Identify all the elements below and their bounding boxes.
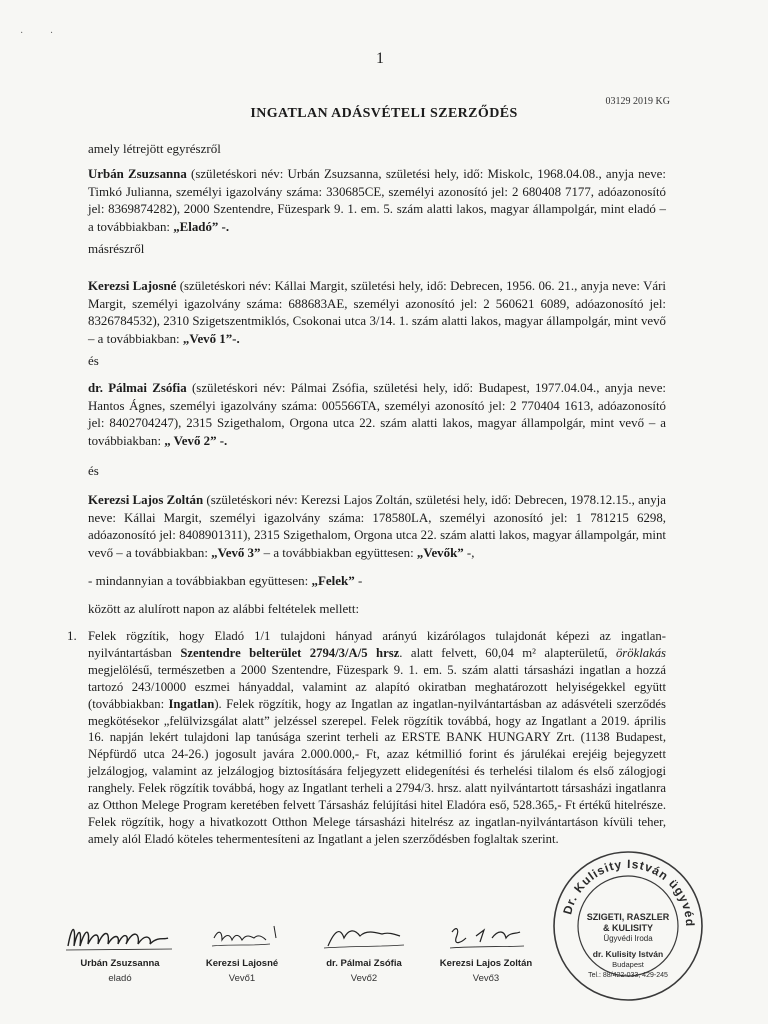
intro-line: amely létrejött egyrészről xyxy=(88,141,221,156)
signature-row xyxy=(60,916,560,1016)
parties-alias: „Felek” xyxy=(311,573,355,588)
party-seller xyxy=(88,166,666,236)
signature-scribble-buyer1 xyxy=(182,916,302,956)
buyer2-name: dr. Pálmai Zsófia xyxy=(88,381,187,395)
stamp-line-3: Ügyvédi Iroda xyxy=(603,934,653,943)
buyer1-alias: „Vevő 1”-. xyxy=(182,331,240,346)
clause1-text-3: megjelölésű, természetben a 2000 Szentendre, Füzespark 9. 1. em. 5. szám alatti társasházi ingatlan a hozzá tartozó 243/10000 eszmei hányaddal, valamint az alapító okiratban meghatározott helyiségekkel együtt (továbbiakban: xyxy=(88,662,666,711)
clause-number: 1. xyxy=(67,628,77,643)
signature-buyer2 xyxy=(304,916,424,984)
buyer2-alias: „ Vevő 2” -. xyxy=(164,433,228,448)
buyer3-tail: -, xyxy=(463,545,475,560)
contract-title: INGATLAN ADÁSVÉTELI SZERZŐDÉS xyxy=(250,106,518,121)
property-alias: Ingatlan xyxy=(168,696,215,711)
buyer3-details: (születéskori név: Kerezsi Lajos Zoltán, születési hely, idő: Debrecen, 1978.12.15., anyja neve: Kállai Margit, személyi igazolvány száma: 178580LA, személyi azonosító jel: 1 781215 6298, adóazonosító jel: 8408901311), 2315 Szigethalom, Orgona utca 22. szám alatti lakos, magyar állampolgár, mint vevő – a továbbiakban: xyxy=(88,493,666,560)
buyer2-details: (születéskori név: Pálmai Zsófia, születési hely, idő: Budapest, 1977.04.04., anyja neve: Hantos Ágnes, személyi igazolvány száma: 005566TA, személyi azonosító jel: 2 770404 1613, adóazonosító jel: 8402704247), 2315 Szigethalom, Orgona utca 22. szám alatti lakos, magyar állampolgár, mint vevő – a továbbiakban: xyxy=(88,381,666,448)
stamp-line-6: Tel.: 88/422-033, 429-245 xyxy=(588,972,668,979)
seller-alias: „Eladó” -. xyxy=(173,219,230,234)
and-line-2: és xyxy=(88,463,99,478)
signer-name: Kerezsi Lajos Zoltán xyxy=(439,958,533,969)
stamp-ring-text: Dr. Kulisity István ügyvéd xyxy=(560,856,698,928)
signer-role: Vevő2 xyxy=(350,973,378,984)
signer-name: Urbán Zsuzsanna xyxy=(80,958,160,969)
seller-details: (születéskori név: Urbán Zsuzsanna, születési hely, idő: Miskolc, 1968.04.08., anyja neve: Timkó Julianna, személyi igazolvány száma: 330685CE, személyi azonosító jel: 2 680408 7177, adóazonosító jel: 8369874282), 2000 Szentendre, Füzespark 9. 1. em. 5. szám alatti lakos, magyar állampolgár, mint eladó – a továbbiakban: xyxy=(88,167,666,234)
scan-marks: · · xyxy=(20,28,66,39)
signature-scribble-seller xyxy=(60,916,180,956)
and-line-1: és xyxy=(88,353,99,368)
signature-buyer1 xyxy=(182,916,302,984)
lawyer-stamp xyxy=(548,846,708,1006)
party-buyer2 xyxy=(88,380,666,450)
seller-name: Urbán Zsuzsanna xyxy=(88,167,187,181)
buyers-alias: „Vevők” xyxy=(416,545,464,560)
clause1-text-1: Felek rögzítik, hogy Eladó 1/1 tulajdoni hányad arányú kizárólagos tulajdonát képezi az ingatlan-nyilvántartásban xyxy=(88,629,666,660)
document-reference: 03129 2019 KG xyxy=(605,96,670,107)
signature-scribble-buyer3 xyxy=(426,916,546,956)
buyer3-name: Kerezsi Lajos Zoltán xyxy=(88,493,204,507)
buyer1-name: Kerezsi Lajosné xyxy=(88,279,177,293)
signer-name: Kerezsi Lajosné xyxy=(205,958,279,969)
signer-role: eladó xyxy=(108,973,132,984)
page-number: 1 xyxy=(376,50,384,67)
stamp-line-2: & KULISITY xyxy=(602,923,653,933)
signer-role: Vevő1 xyxy=(228,973,256,984)
property-type: öröklakás xyxy=(615,645,666,660)
buyer3-details2: – a továbbiakban együttesen: xyxy=(260,545,417,560)
stamp-line-1: SZIGETI, RASZLER xyxy=(586,912,670,922)
signature-scribble-buyer2 xyxy=(304,916,424,956)
buyer1-details: (születéskori név: Kállai Margit, születési hely, idő: Debrecen, 1956. 06. 21., anyja neve: Vári Margit, személyi igazolvány száma: 688683AE, személyi azonosító jel: 2 560621 6089, adóazonosító jel: 8326784532), 2310 Szigetszentmiklós, Csokonai utca 3/14. 1. szám alatti lakos, magyar állampolgár, mint vevő – a továbbiakban: xyxy=(88,279,666,346)
clause-1 xyxy=(88,628,666,848)
masreszrol-line: másrészről xyxy=(88,241,145,256)
together-pre: - mindannyian a továbbiakban együttesen: xyxy=(88,573,312,588)
together-line xyxy=(88,572,362,589)
between-line: között az alulírott napon az alábbi feltételek mellett: xyxy=(88,601,360,616)
signature-seller xyxy=(60,916,180,984)
stamp-line-4: dr. Kulisity István xyxy=(592,949,664,959)
together-post: - xyxy=(354,573,363,588)
buyer3-alias: „Vevő 3” xyxy=(211,545,261,560)
signer-role: Vevő3 xyxy=(472,973,500,984)
signature-buyer3 xyxy=(426,916,546,984)
signer-name: dr. Pálmai Zsófia xyxy=(326,958,402,969)
party-buyer1 xyxy=(88,278,666,348)
clause1-text-2: . alatt felvett, 60,04 m² alapterületű, xyxy=(399,645,616,660)
property-lot-number: Szentendre belterület 2794/3/A/5 hrsz xyxy=(180,645,400,660)
clause1-text-4: ). Felek rögzítik, hogy az Ingatlan az ingatlan-nyilvántartásban az adásvételi szerződés megkötésekor „felülvizsgálat alatt” jelzéssel szerepel. Felek rögzítik továbbá, hogy az Ingatlant a 2019. április 16. napján lekért tulajdoni lap tanúsága szerint terheli az ERSTE BANK HUNGARY Zrt. (1138 Budapest, Népfürdő utca 24-26.) jogosult javára 2.000.000,- Ft, azaz kétmillió forint és járulékai erejéig bejegyzett jelzálogjog, valamint az jelzálogjog biztosítására feljegyzett elidegenítési és terhelési tilalom és első zálogjogi ranghely. Felek rögzítik továbbá, hogy az Ingatlant terheli a 2794/3. hrsz. alatt nyilvántartott társasházi ingatlanra az Otthon Melege Program keretében felvett Társasház felújítási hitel Eladóra eső, 528.365,- Ft értékű hitelrésze. Felek rögzítik, hogy a hivatkozott Otthon Melege társasházi hitelrész az ingatlan-nyilvántartáson kívüli teher, amely alól Eladó köteles tehermentesíteni az Ingatlant a jelen szerződésben foglaltak szerint. xyxy=(88,696,666,846)
stamp-line-5: Budapest xyxy=(612,960,644,969)
party-buyer3 xyxy=(88,492,666,562)
